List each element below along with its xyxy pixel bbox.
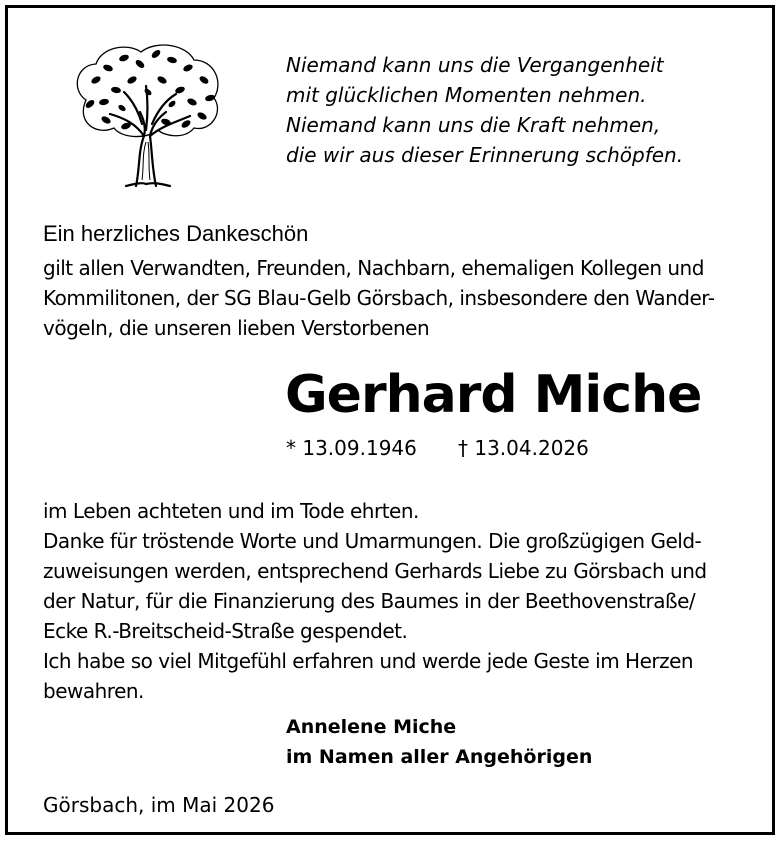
message-line: bewahren. — [43, 679, 144, 703]
death-date: † 13.04.2026 — [458, 436, 589, 460]
message-line: Danke für tröstende Worte und Umarmungen. Die großzügigen Geld- — [43, 529, 702, 553]
poem-line: die wir aus dieser Erinnerung schöpfen. — [286, 143, 684, 167]
thanks-line: gilt allen Verwandten, Freunden, Nachbarn, ehemaligen Kollegen und — [43, 256, 704, 280]
signature-note: im Namen aller Angehörigen — [286, 746, 593, 768]
message-line: zuweisungen werden, entsprechend Gerhards Liebe zu Görsbach und — [43, 559, 707, 583]
message-line: im Leben achteten und im Tode ehrten. — [43, 499, 419, 523]
place-date: Görsbach, im Mai 2026 — [43, 793, 275, 817]
poem-quote — [286, 50, 683, 170]
message-line: der Natur, für die Finanzierung des Baumes in der Beethovenstraße/ — [43, 589, 696, 613]
message-line: Ecke R.-Breitscheid-Straße gespendet. — [43, 619, 408, 643]
message-text — [43, 496, 707, 706]
signature-name: Annelene Miche — [286, 716, 457, 738]
thanks-text — [43, 253, 714, 343]
poem-line: Niemand kann uns die Kraft nehmen, — [286, 113, 661, 137]
tree-icon — [66, 40, 226, 192]
signature-block — [286, 712, 592, 772]
message-line: Ich habe so viel Mitgefühl erfahren und werde jede Geste im Herzen — [43, 649, 694, 673]
birth-date: * 13.09.1946 — [286, 436, 417, 460]
deceased-name: Gerhard Miche — [285, 365, 702, 425]
poem-line: Niemand kann uns die Vergangenheit — [286, 53, 664, 77]
thanks-line: vögeln, die unseren lieben Verstorbenen — [43, 316, 430, 340]
thanks-line: Kommilitonen, der SG Blau-Gelb Görsbach, insbesondere den Wander- — [43, 286, 715, 310]
obituary-notice — [5, 5, 775, 835]
thanks-heading: Ein herzliches Dankeschön — [43, 221, 309, 246]
poem-line: mit glücklichen Momenten nehmen. — [286, 83, 647, 107]
